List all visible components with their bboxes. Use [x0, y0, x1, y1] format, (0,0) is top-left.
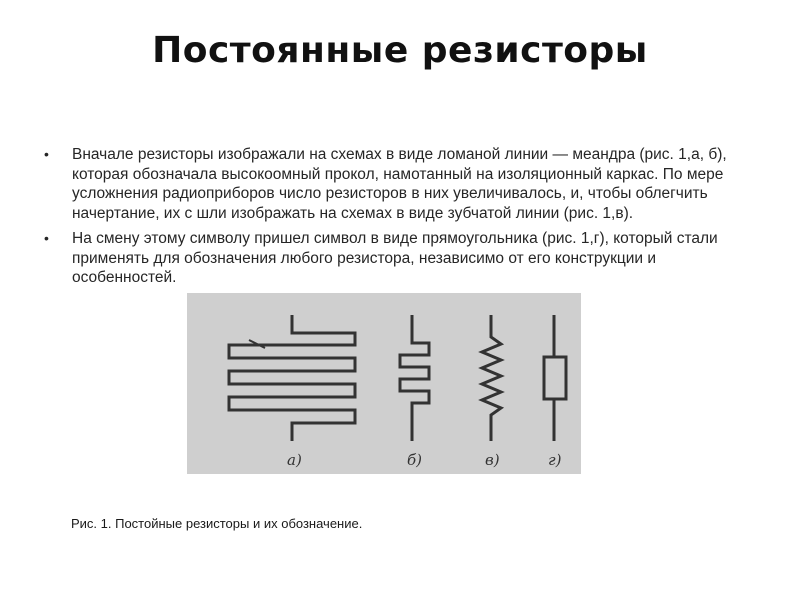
bullet-dot-icon: •: [44, 230, 49, 246]
bullet-text: Вначале резисторы изображали на схемах в виде ломаной линии — меандра (рис. 1,а, б), которая обозначала высокоомный прокол, намотанный на изоляционный каркас. По мере усложнения радиоприборов число резисторов в них увеличивалось, и, чтобы облегчить начертание, их с шли изображать на схемах в виде зубчатой линии (рис. 1,в).: [72, 146, 727, 222]
figure-label-b: б): [407, 451, 423, 469]
resistor-symbols-drawing: [187, 293, 581, 474]
meander-resistor-icon: [229, 315, 355, 441]
rectangle-resistor-icon: [544, 315, 566, 441]
bullet-text: На смену этому символу пришел символ в виде прямоугольника (рис. 1,г), который стали применять для обозначения любого резистора, независимо от его конструкции и особенностей.: [72, 230, 718, 286]
bullet-item: [42, 145, 762, 223]
figure-label-v: в): [485, 451, 500, 469]
bullet-list: [42, 145, 762, 288]
figure-label-g: г): [548, 451, 562, 469]
zigzag-resistor-icon: [482, 315, 501, 441]
bullet-item: [42, 229, 762, 288]
bullet-dot-icon: •: [44, 146, 49, 162]
figure-caption: Рис. 1. Постойные резисторы и их обозначение.: [71, 516, 363, 531]
slide-title: Постоянные резисторы: [152, 30, 648, 71]
small-meander-resistor-icon: [400, 315, 429, 441]
figure-label-a: а): [287, 451, 302, 469]
resistor-figure: [187, 293, 581, 474]
